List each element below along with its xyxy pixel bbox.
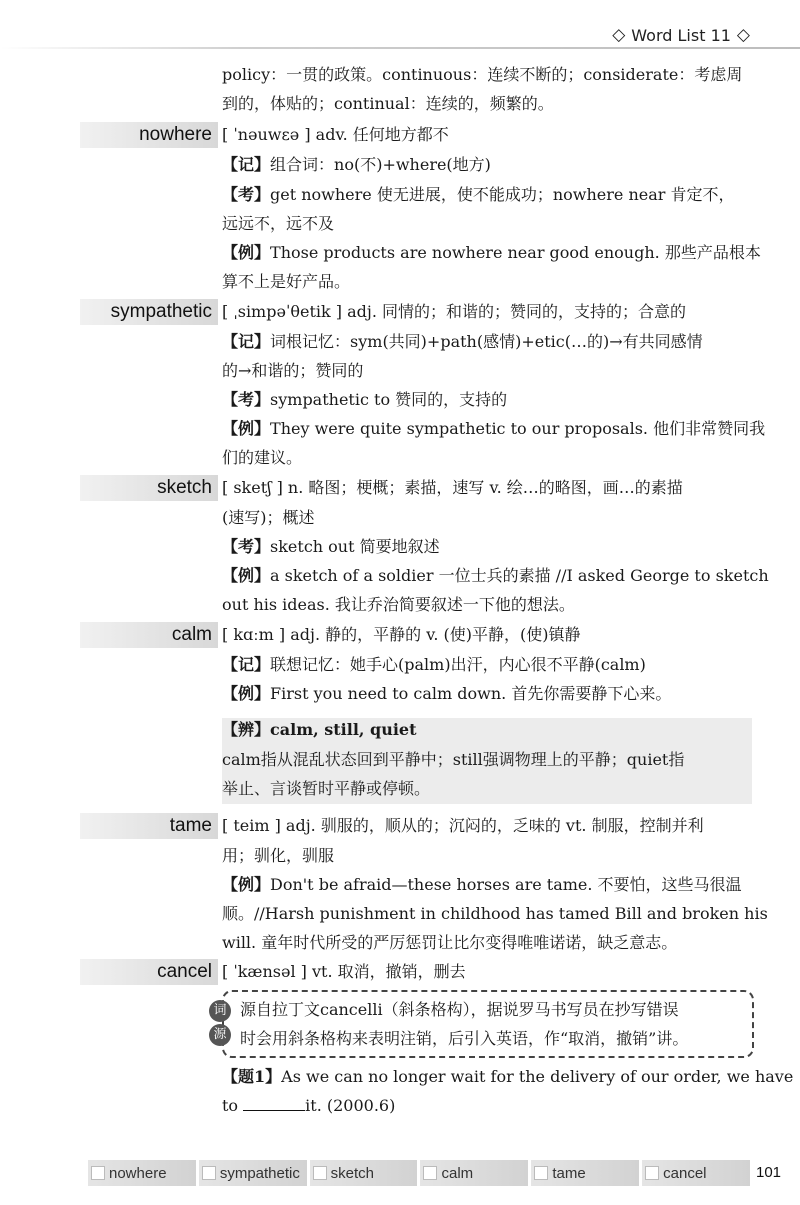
footer-index xyxy=(88,1160,753,1186)
headword-bar-sympathetic xyxy=(80,299,218,325)
square-icon xyxy=(202,1166,216,1180)
exam-question-cont xyxy=(222,1092,752,1120)
etymology-text: 源自拉丁文cancelli（斜条格构），据说罗马书写员在抄写错误 xyxy=(240,1000,679,1019)
square-icon xyxy=(91,1166,105,1180)
footer-item-cancel xyxy=(642,1160,753,1186)
ti-text: to xyxy=(222,1096,239,1115)
footer-item-label: tame xyxy=(552,1164,586,1182)
ti-text: it. (2000.6) xyxy=(305,1096,396,1115)
example xyxy=(222,415,766,443)
footer-item-label: cancel xyxy=(663,1164,707,1182)
answer-blank xyxy=(243,1094,305,1111)
footer-item-nowhere xyxy=(88,1160,199,1186)
header-divider xyxy=(0,47,800,49)
example-cont: will. 童年时代所受的严厉惩罚让比尔变得唯唯诺诺，缺乏意志。 xyxy=(222,933,678,952)
footer-item-calm xyxy=(420,1160,531,1186)
example xyxy=(222,680,752,708)
footer-item-tame xyxy=(531,1160,642,1186)
headword-bar-calm xyxy=(80,622,218,648)
exam-question xyxy=(222,1063,794,1091)
etymology-icon xyxy=(208,1000,232,1046)
square-icon xyxy=(645,1166,659,1180)
footer-item-sketch xyxy=(310,1160,421,1186)
ji-text: 词根记忆：sym(共同)+path(感情)+etic(…的)→有共同感情 xyxy=(270,332,703,351)
kao-text: sympathetic to 赞同的，支持的 xyxy=(270,390,508,409)
example-cont: out his ideas. 我让乔治简要叙述一下他的想法。 xyxy=(222,595,575,614)
li-text: a sketch of a soldier 一位士兵的素描 //I asked George to sketch xyxy=(270,566,769,585)
header-title: Word List 11 xyxy=(631,25,731,45)
diamond-icon: ◇ xyxy=(612,24,626,45)
exam-note-cont: 远远不，远不及 xyxy=(222,214,335,233)
definition-cont: 用；驯化，驯服 xyxy=(222,846,335,865)
example-cont: 算不上是好产品。 xyxy=(222,272,351,291)
ti-text: As we can no longer wait for the delivery of our order, we have xyxy=(281,1067,794,1086)
li-text: First you need to calm down. 首先你需要静下心来。 xyxy=(270,684,672,703)
li-text: They were quite sympathetic to our proposals. 他们非常赞同我 xyxy=(270,419,766,438)
square-icon xyxy=(534,1166,548,1180)
kao-text: sketch out 简要地叙述 xyxy=(270,537,440,556)
headword-calm: calm xyxy=(171,624,212,645)
kao-tag: 【考】 xyxy=(222,185,271,204)
pronunciation-definition: [ ˈkænsəl ] vt. 取消，撤销，删去 xyxy=(222,962,466,981)
ji-text: 组合词：no(不)+where(地方) xyxy=(270,155,491,174)
memory-note xyxy=(222,151,752,179)
headword-cancel: cancel xyxy=(157,961,212,982)
li-tag: 【例】 xyxy=(222,875,271,894)
page-number: 101 xyxy=(756,1164,782,1181)
li-tag: 【例】 xyxy=(222,566,271,585)
distinction-text: calm指从混乱状态回到平静中；still强调物理上的平静；quiet指 xyxy=(222,750,685,769)
kao-tag: 【考】 xyxy=(222,537,271,556)
pronunciation-definition: [ kɑːm ] adj. 静的，平静的 v. (使)平静，(使)镇静 xyxy=(222,625,581,644)
ji-tag: 【记】 xyxy=(222,655,271,674)
headword-bar-cancel xyxy=(80,959,218,985)
li-text: Those products are nowhere near good enough. 那些产品根本 xyxy=(270,243,761,262)
kao-text: get nowhere 使无进展，使不能成功；nowhere near 肯定不， xyxy=(270,185,735,204)
square-icon xyxy=(313,1166,327,1180)
ji-tag: 【记】 xyxy=(222,332,271,351)
example-cont: 们的建议。 xyxy=(222,448,303,467)
exam-note xyxy=(222,181,752,209)
memory-note xyxy=(222,651,752,679)
definition-cont: (速写)；概述 xyxy=(222,508,315,527)
example xyxy=(222,562,769,590)
headword-bar-sketch xyxy=(80,475,218,501)
etymology-text: 时会用斜条格构来表明注销，后引入英语，作“取消，撤销”讲。 xyxy=(240,1029,689,1048)
footer-item-label: nowhere xyxy=(109,1164,167,1182)
exam-note xyxy=(222,386,752,414)
memory-note xyxy=(222,328,752,356)
distinction-text: 举止、言谈暂时平静或停顿。 xyxy=(222,779,431,798)
footer-item-label: calm xyxy=(441,1164,474,1182)
ti-tag: 【题1】 xyxy=(222,1067,282,1086)
intro-line: policy：一贯的政策。continuous：连续不断的；considerate：考虑周 xyxy=(222,65,743,84)
headword-tame: tame xyxy=(169,815,212,836)
example xyxy=(222,239,761,267)
etymology-badge-char: 词 xyxy=(209,1000,231,1022)
footer-item-sympathetic xyxy=(199,1160,310,1186)
diamond-icon: ◇ xyxy=(736,24,750,45)
intro-line: 到的，体贴的；continual：连续的，频繁的。 xyxy=(222,94,554,113)
headword-sketch: sketch xyxy=(157,477,212,498)
li-tag: 【例】 xyxy=(222,684,271,703)
etymology-badge-char: 源 xyxy=(209,1024,231,1046)
li-tag: 【例】 xyxy=(222,243,271,262)
li-text: Don't be afraid—these horses are tame. 不要怕，这些马很温 xyxy=(270,875,742,894)
exam-note xyxy=(222,533,752,561)
footer-item-label: sketch xyxy=(330,1164,375,1182)
example-cont: 顺。//Harsh punishment in childhood has tamed Bill and broken his xyxy=(222,904,768,923)
headword-sympathetic: sympathetic xyxy=(110,301,212,322)
pronunciation-definition: [ ˌsimpəˈθetik ] adj. 同情的；和谐的；赞同的，支持的；合意的 xyxy=(222,302,687,321)
ji-tag: 【记】 xyxy=(222,155,271,174)
pronunciation-definition: [ sketʃ ] n. 略图；梗概；素描，速写 v. 绘…的略图，画…的素描 xyxy=(222,478,683,497)
square-icon xyxy=(423,1166,437,1180)
ji-text: 联想记忆：她手心(palm)出汗，内心很不平静(calm) xyxy=(270,655,646,674)
distinction-title: 【辨】calm, still, quiet xyxy=(222,720,417,739)
headword-bar-tame xyxy=(80,813,218,839)
footer-item-label: sympathetic xyxy=(219,1164,300,1182)
li-tag: 【例】 xyxy=(222,419,271,438)
memory-note-cont: 的→和谐的；赞同的 xyxy=(222,361,364,380)
kao-tag: 【考】 xyxy=(222,390,271,409)
pronunciation-definition: [ teim ] adj. 驯服的，顺从的；沉闷的，乏味的 vt. 制服，控制并利 xyxy=(222,816,704,835)
headword-nowhere: nowhere xyxy=(139,124,212,145)
example xyxy=(222,871,752,899)
headword-bar-nowhere xyxy=(80,122,218,148)
pronunciation-definition: [ ˈnəuwεə ] adv. 任何地方都不 xyxy=(222,125,449,144)
